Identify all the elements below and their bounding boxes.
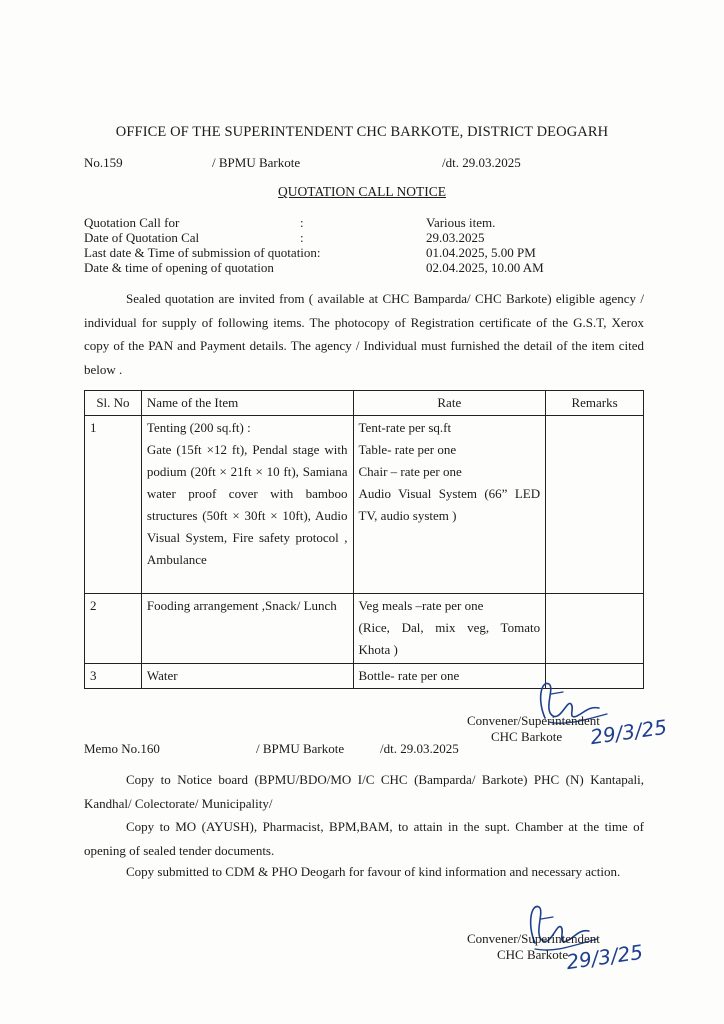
reference-unit: / BPMU Barkote <box>212 155 301 170</box>
meta-label: Date & time of opening of quotation <box>84 260 274 275</box>
meta-label: Last date & Time of submission of quotation: <box>84 245 321 260</box>
row-item <box>141 416 353 594</box>
rate-line: Chair – rate per one <box>358 464 462 479</box>
rate-line: Veg meals –rate per one <box>358 598 484 613</box>
row-rate <box>353 664 546 689</box>
handwritten-date: 29/3/25 <box>564 939 645 975</box>
memo-unit: / BPMU Barkote <box>256 741 345 756</box>
copy-paragraph: Copy submitted to CDM & PHO Deogarh for favour of kind information and necessary action. <box>126 864 621 879</box>
header-rate: Rate <box>353 391 546 416</box>
meta-value: 02.04.2025, 10.00 AM <box>426 260 544 275</box>
item-title: Fooding arrangement ,Snack/ Lunch <box>146 598 337 613</box>
items-table <box>84 390 644 689</box>
header-sl-no: Sl. No <box>85 391 142 416</box>
office-title: OFFICE OF THE SUPERINTENDENT CHC BARKOTE, DISTRICT DEOGARH <box>115 124 609 140</box>
row-sl-no: 1 <box>85 416 142 594</box>
meta-value: Various item. <box>426 215 496 230</box>
row-rate <box>353 594 546 664</box>
meta-label: Date of Quotation Cal <box>84 230 200 245</box>
meta-separator: : <box>300 215 304 230</box>
row-item <box>141 664 353 689</box>
row-sl-no: 2 <box>85 594 142 664</box>
table-row <box>85 416 644 594</box>
item-title: Tenting (200 sq.ft) : <box>146 420 251 435</box>
rate-line: Audio Visual System (66” LED TV, audio system ) <box>358 486 541 523</box>
header-remarks: Remarks <box>546 391 644 416</box>
copy-paragraph: Copy to Notice board (BPMU/BDO/MO I/C CHC (Bamparda/ Barkote) PHC (N) Kantapali, Kandhal/ Colectorate/ Municipality/ <box>84 772 644 811</box>
table-row <box>85 594 644 664</box>
memo-date: /dt. 29.03.2025 <box>380 741 459 756</box>
reference-date: /dt. 29.03.2025 <box>442 155 521 170</box>
rate-line: Bottle- rate per one <box>358 668 460 683</box>
signatory-office: CHC Barkote <box>497 947 569 962</box>
memo-number: Memo No.160 <box>84 741 160 756</box>
meta-value: 01.04.2025, 5.00 PM <box>426 245 536 260</box>
row-remarks <box>546 594 644 664</box>
row-sl-no: 3 <box>85 664 142 689</box>
meta-value: 29.03.2025 <box>426 230 485 245</box>
header-item-name: Name of the Item <box>141 391 353 416</box>
table-header-row <box>85 391 644 416</box>
item-detail: Gate (15ft ×12 ft), Pendal stage with podium (20ft × 21ft × 10 ft), Samiana water proof cover with bamboo structures (50ft × 30ft × 10ft), Audio Visual System, Fire safety protocol , Ambulance <box>146 442 348 567</box>
meta-label: Quotation Call for <box>84 215 180 230</box>
item-title: Water <box>146 668 178 683</box>
copy-paragraph: Copy to MO (AYUSH), Pharmacist, BPM,BAM, to attain in the supt. Chamber at the time of opening of sealed tender documents. <box>84 819 644 858</box>
signatory-designation: Convener/Superintendent <box>467 931 600 946</box>
table-row <box>85 664 644 689</box>
rate-line: Tent-rate per sq.ft <box>358 420 452 435</box>
signatory-office: CHC Barkote <box>491 729 563 744</box>
notice-title: QUOTATION CALL NOTICE <box>278 184 446 199</box>
row-rate <box>353 416 546 594</box>
signatory-designation: Convener/Superintendent <box>467 713 600 728</box>
intro-paragraph: Sealed quotation are invited from ( available at CHC Bamparda/ CHC Barkote) eligible agency / individual for supply of following items. The photocopy of Registration certificate of the G.S.T, Xerox copy of the PAN and Payment details. The agency / Individual must furnished the detail of the item cited below . <box>84 291 644 377</box>
handwritten-date: 29/3/25 <box>588 714 669 750</box>
reference-number: No.159 <box>84 155 123 170</box>
row-remarks <box>546 664 644 689</box>
meta-separator: : <box>300 230 304 245</box>
row-item <box>141 594 353 664</box>
row-remarks <box>546 416 644 594</box>
rate-line: Table- rate per one <box>358 442 457 457</box>
rate-line: (Rice, Dal, mix veg, Tomato Khota ) <box>358 620 541 657</box>
